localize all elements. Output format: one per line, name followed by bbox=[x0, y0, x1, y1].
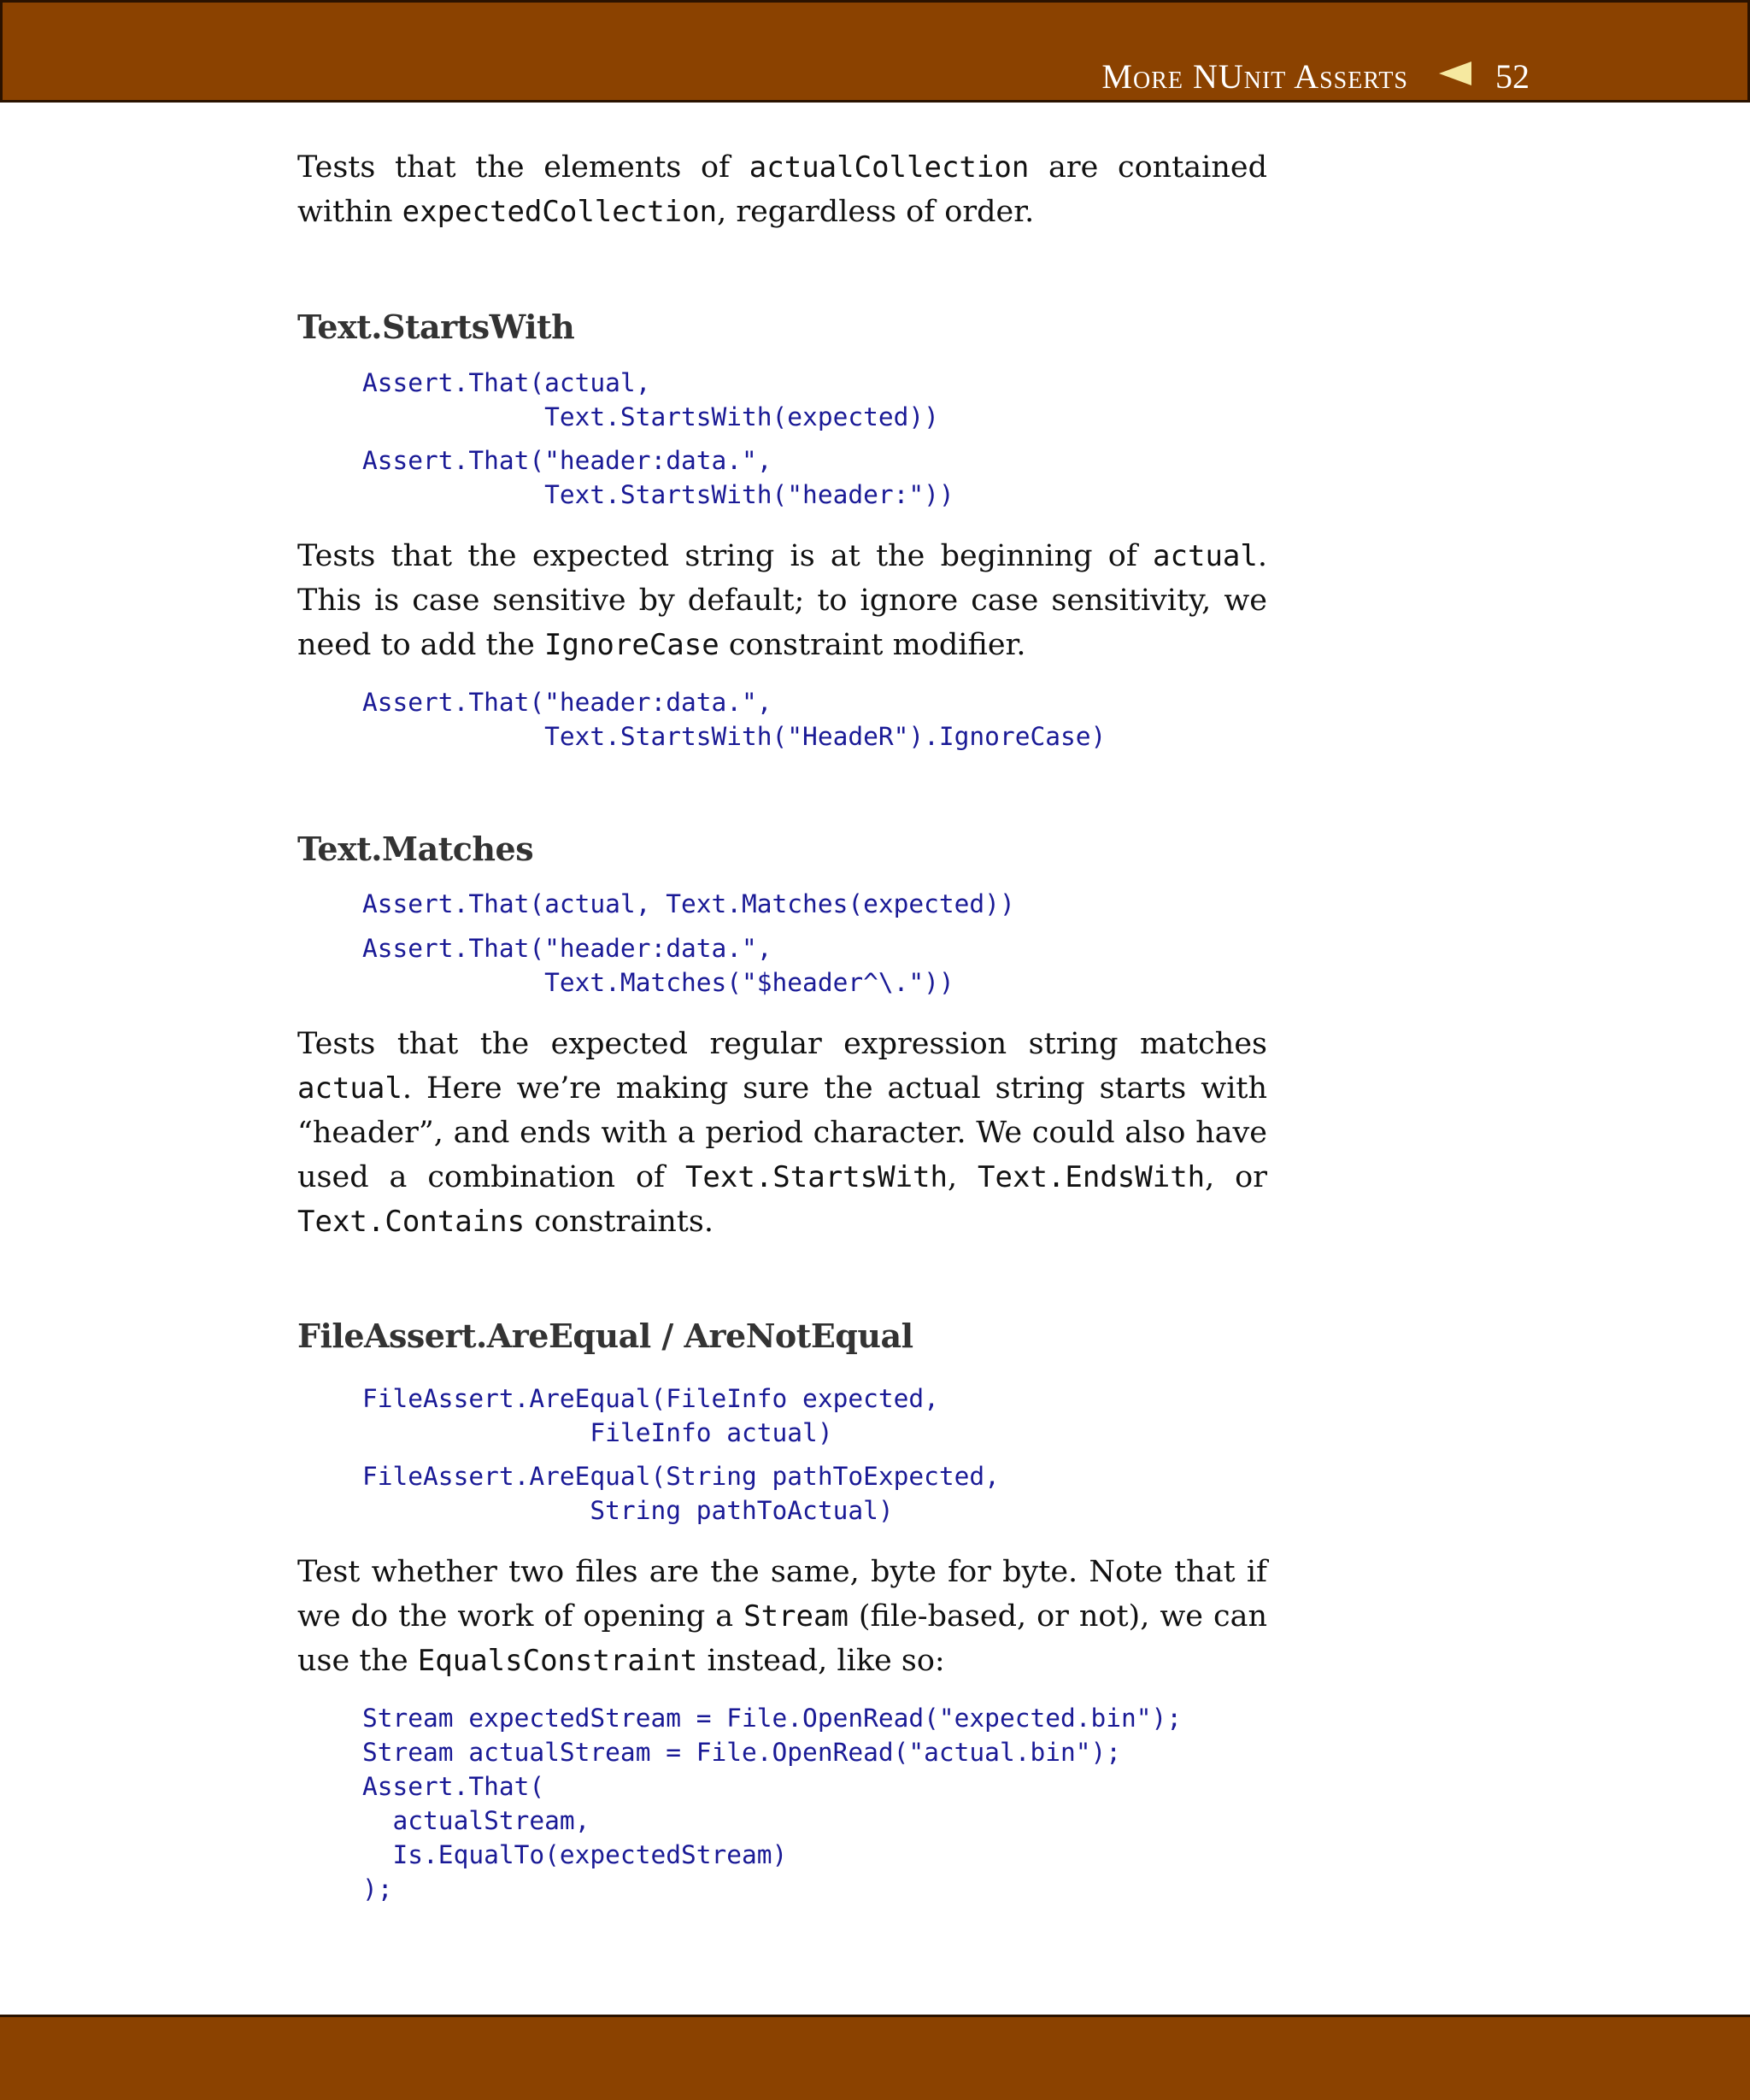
text-run: , regardless of order. bbox=[717, 195, 1035, 229]
text-run: , bbox=[947, 1160, 978, 1194]
header-bar bbox=[0, 0, 1750, 103]
code-block-matches-1: Assert.That(actual, Text.Matches(expected)) bbox=[362, 889, 1015, 918]
section-heading-file-assert: FileAssert.AreEqual / AreNotEqual bbox=[297, 1317, 913, 1355]
text-run: Tests that the expected string is at the beginning of bbox=[297, 539, 1154, 573]
text-run: , or bbox=[1205, 1160, 1267, 1194]
text-run: Tests that the expected regular expression string matches bbox=[297, 1027, 1267, 1061]
text-run: constraint modifier. bbox=[719, 628, 1026, 662]
text-run: are contained within bbox=[297, 150, 1267, 229]
inline-code: actualCollection bbox=[749, 150, 1030, 185]
inline-code: Text.StartsWith bbox=[684, 1160, 948, 1194]
text-run: Test whether two files are the same, byte for byte. Note that if we do the work of opening a bbox=[297, 1555, 1267, 1634]
text-run: . This is case sensitive by default; to ignore case sensitivity, we need to add the bbox=[297, 539, 1267, 662]
code-block-file-assert-2: FileAssert.AreEqual(String pathToExpected, String pathToActual) bbox=[362, 1462, 1000, 1525]
code-block-matches-2: Assert.That("header:data.", Text.Matches("$header^\.")) bbox=[362, 934, 954, 997]
code-block-stream-equals: Stream expectedStream = File.OpenRead("expected.bin"); Stream actualStream = File.OpenRead("actual.bin"); Assert.That( actualStream, Is.EqualTo(expectedStream) ); bbox=[362, 1704, 1183, 1903]
footer-bar bbox=[0, 2015, 1750, 2100]
inline-code: actual bbox=[1153, 539, 1258, 573]
paragraph-starts-with bbox=[297, 534, 1267, 667]
inline-code: actual bbox=[297, 1071, 402, 1106]
text-run: (file-based, or not), we can use the bbox=[297, 1599, 1267, 1678]
inline-code: Stream bbox=[743, 1599, 849, 1634]
left-triangle-arrow-icon[interactable] bbox=[1439, 62, 1471, 85]
running-header-title: More NUnit Asserts bbox=[1101, 57, 1408, 96]
text-run: instead, like so: bbox=[697, 1644, 945, 1678]
section-heading-matches: Text.Matches bbox=[297, 830, 534, 868]
inline-code: expectedCollection bbox=[402, 195, 718, 229]
code-block-starts-with-1: Assert.That(actual, Text.StartsWith(expected)) bbox=[362, 368, 939, 431]
paragraph-file-assert bbox=[297, 1550, 1267, 1683]
paragraph-collection-contains bbox=[297, 145, 1267, 234]
section-heading-starts-with: Text.StartsWith bbox=[297, 308, 575, 346]
text-run: constraints. bbox=[525, 1205, 714, 1239]
inline-code: Text.Contains bbox=[297, 1205, 526, 1239]
inline-code: IgnoreCase bbox=[544, 628, 719, 662]
page-number: 52 bbox=[1495, 57, 1530, 96]
code-block-starts-with-ignorecase: Assert.That("header:data.", Text.StartsWith("HeadeR").IgnoreCase) bbox=[362, 688, 1107, 751]
text-run: . Here we’re making sure the actual string starts with “header”, and ends with a period character. We could also have used a combination of bbox=[297, 1071, 1267, 1194]
text-run: Tests that the elements of bbox=[297, 150, 749, 185]
inline-code: EqualsConstraint bbox=[417, 1644, 698, 1678]
paragraph-matches bbox=[297, 1022, 1267, 1244]
inline-code: Text.EndsWith bbox=[978, 1160, 1206, 1194]
code-block-file-assert-1: FileAssert.AreEqual(FileInfo expected, FileInfo actual) bbox=[362, 1384, 939, 1447]
code-block-starts-with-2: Assert.That("header:data.", Text.StartsWith("header:")) bbox=[362, 446, 954, 509]
